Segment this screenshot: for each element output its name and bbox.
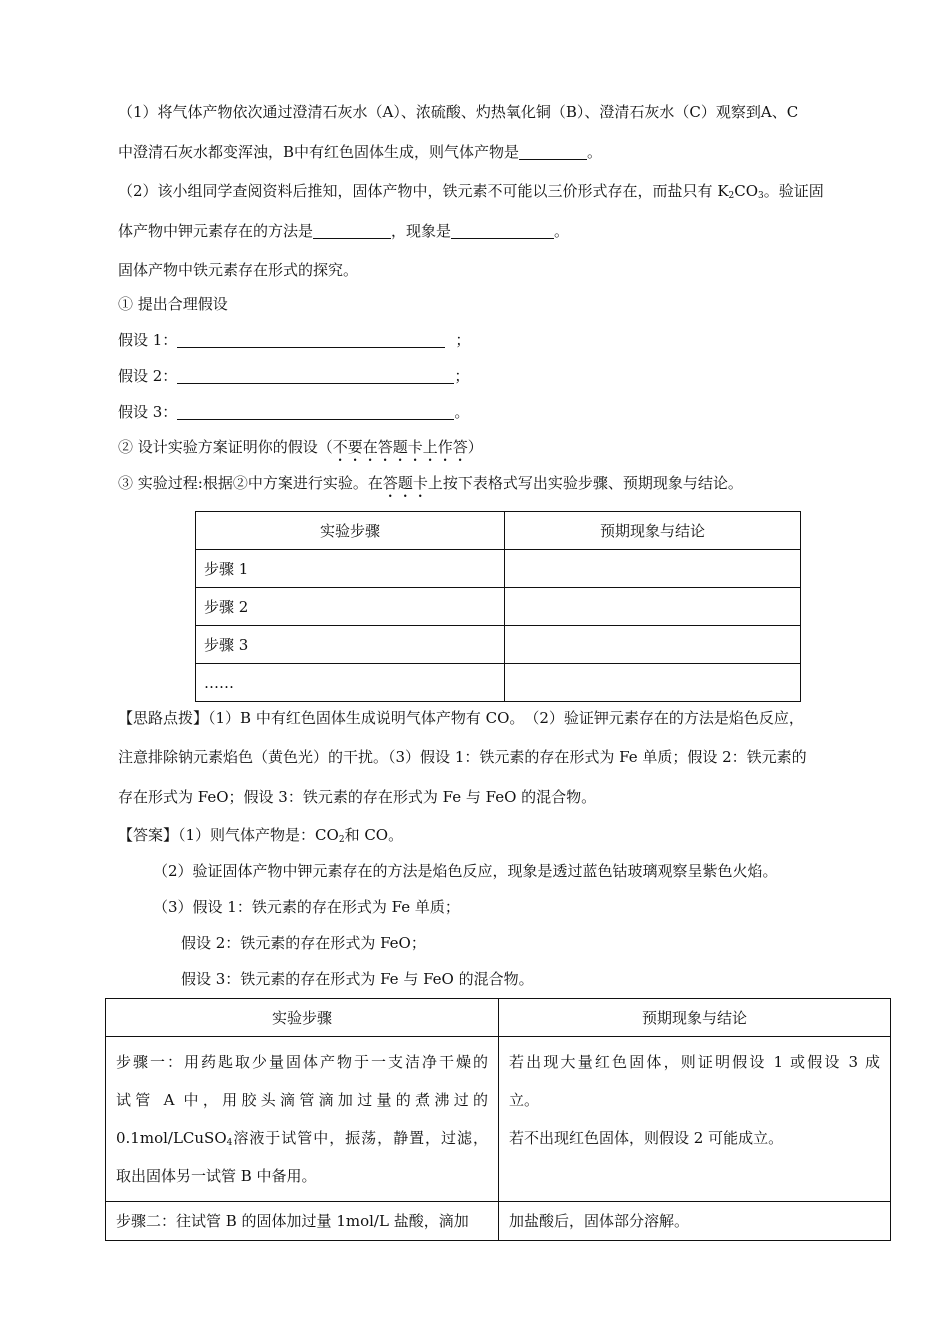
- table-cell: ……: [196, 664, 505, 702]
- table-cell-empty: [505, 550, 801, 588]
- step3-end: 上按下表格式写出实验步骤、预期现象与结论。: [427, 474, 743, 492]
- answer-text: 【答案】（1）则气体产物是：CO: [118, 826, 339, 844]
- step3-emphasis: 答题卡: [382, 474, 428, 492]
- step-2-heading: [118, 436, 483, 465]
- subscript: 3: [758, 191, 764, 201]
- question-2-line-1: [118, 180, 824, 202]
- answer-line-5: [181, 968, 534, 990]
- table-header-row: [106, 999, 891, 1037]
- table-cell-result-2: [499, 1202, 891, 1241]
- cell-text: 0.1mol/LCuSO: [116, 1129, 227, 1147]
- q1-end: 。: [587, 143, 603, 161]
- cell-text: 立。: [509, 1091, 540, 1109]
- question-2-line-2: [118, 220, 569, 242]
- table-row: [196, 626, 801, 664]
- hyp1-label: 假设 1：: [118, 331, 178, 349]
- table-row: [106, 1202, 891, 1241]
- answer-blank: [177, 403, 454, 420]
- explore-text: 固体产物中铁元素存在形式的探究。: [118, 261, 359, 279]
- subscript: 4: [226, 1138, 233, 1148]
- q2-text-3: ，现象是: [391, 222, 452, 240]
- hint-text: 【思路点拨】（1）B 中有红色固体生成说明气体产物有 CO。 （2）验证钾元素存在的方法是焰色反应，: [118, 709, 804, 727]
- q2-formula: CO: [734, 182, 759, 200]
- hyp1-end: ；: [455, 331, 471, 349]
- hint-text: 注意排除钠元素焰色（黄色光）的干扰。（3）假设 1：铁元素的存在形式为 Fe 单质；假设 2：铁元素的: [118, 748, 807, 766]
- step2-text: ② 设计实验方案证明你的假设（: [118, 438, 333, 456]
- answer-text: 假设 2：铁元素的存在形式为 FeO；: [181, 934, 426, 952]
- hyp2-label: 假设 2：: [118, 367, 178, 385]
- hypothesis-3: [118, 401, 469, 423]
- q2-text-end: 。验证固: [763, 182, 824, 200]
- table-cell: 步骤 3: [196, 626, 505, 664]
- hypothesis-1: [118, 329, 470, 351]
- subscript: 2: [338, 835, 345, 845]
- subscript: 2: [728, 191, 735, 201]
- table-cell-result-1: [499, 1037, 891, 1202]
- experiment-table-answer: [105, 998, 891, 1241]
- cell-text: 试管 A 中，用胶头滴管滴加过量的煮沸过的: [116, 1091, 488, 1109]
- answer-line-1: [118, 824, 403, 846]
- hyp3-end: 。: [454, 403, 470, 421]
- hint-line-1: [118, 707, 804, 729]
- cell-text: 加盐酸后，固体部分溶解。: [509, 1212, 690, 1230]
- q2-text-2: 体产物中钾元素存在的方法是: [118, 222, 314, 240]
- q1-text-2: 中澄清石灰水都变浑浊，B中有红色固体生成，则气体产物是: [118, 143, 520, 161]
- q2-text: （2）该小组同学查阅资料后推知，固体产物中，铁元素不可能以三价形式存在，而盐只有 K: [118, 182, 729, 200]
- table-cell: 步骤 2: [196, 588, 505, 626]
- table-cell-empty: [505, 588, 801, 626]
- answer-blank: [177, 367, 454, 384]
- answer-text: （2）验证固体产物中钾元素存在的方法是焰色反应，现象是透过蓝色钴玻璃观察呈紫色火焰。: [153, 862, 778, 880]
- table-header: 实验步骤: [196, 512, 505, 550]
- answer-text-end: 和 CO。: [344, 826, 404, 844]
- hyp3-label: 假设 3：: [118, 403, 178, 421]
- experiment-table-blank: [195, 511, 801, 702]
- step3-text: ③ 实验过程:根据②中方案进行实验。在: [118, 474, 383, 492]
- answer-blank: [177, 331, 445, 348]
- hypothesis-2: [118, 365, 469, 387]
- step1-text: ① 提出合理假设: [118, 295, 228, 313]
- table-row: [106, 1037, 891, 1202]
- step2-emphasis: 不要在答题卡上作答: [332, 438, 468, 456]
- cell-text: 步骤二：往试管 B 的固体加过量 1mol/L 盐酸，滴加: [116, 1212, 469, 1230]
- table-cell: 步骤 1: [196, 550, 505, 588]
- answer-line-2: [153, 860, 778, 882]
- answer-text: 假设 3：铁元素的存在形式为 Fe 与 FeO 的混合物。: [181, 970, 534, 988]
- step2-end: ）: [467, 438, 483, 456]
- answer-blank: [519, 143, 587, 160]
- step-1-heading: [118, 293, 228, 315]
- table-row: [196, 664, 801, 702]
- answer-blank: [313, 222, 391, 239]
- table-row: [196, 588, 801, 626]
- answer-line-3: [153, 896, 460, 918]
- hint-line-2: [118, 746, 807, 768]
- step-3-heading: [118, 472, 743, 501]
- q2-end: 。: [554, 222, 570, 240]
- table-header: 预期现象与结论: [505, 512, 801, 550]
- table-cell-step-1: [106, 1037, 499, 1202]
- answer-blank: [451, 222, 554, 239]
- cell-text: 步骤一：用药匙取少量固体产物于一支洁净干燥的: [116, 1053, 488, 1071]
- cell-text: 取出固体另一试管 B 中备用。: [116, 1167, 317, 1185]
- table-header: 预期现象与结论: [499, 999, 891, 1037]
- answer-text: （3）假设 1：铁元素的存在形式为 Fe 单质；: [153, 898, 460, 916]
- question-1-line-2: [118, 141, 602, 163]
- cell-text: 若不出现红色固体，则假设 2 可能成立。: [509, 1129, 784, 1147]
- table-header: 实验步骤: [106, 999, 499, 1037]
- explore-heading: [118, 259, 358, 281]
- hint-text: 存在形式为 FeO；假设 3：铁元素的存在形式为 Fe 与 FeO 的混合物。: [118, 788, 597, 806]
- cell-text: 若出现大量红色固体，则证明假设 1 或假设 3 成: [509, 1053, 880, 1071]
- q1-text: （1）将气体产物依次通过澄清石灰水（A）、浓硫酸、灼热氧化铜（B）、澄清石灰水（C）观察到A、C: [118, 103, 799, 121]
- question-1-line-1: [118, 101, 798, 123]
- cell-text: 溶液于试管中，振荡，静置，过滤，: [232, 1129, 488, 1147]
- hyp2-end: ；: [454, 367, 470, 385]
- table-row: [196, 550, 801, 588]
- answer-line-4: [181, 932, 426, 954]
- table-cell-empty: [505, 626, 801, 664]
- hint-line-3: [118, 786, 596, 808]
- table-cell-step-2: [106, 1202, 499, 1241]
- table-cell-empty: [505, 664, 801, 702]
- table-header-row: [196, 512, 801, 550]
- cell-text-formula: [116, 1119, 488, 1157]
